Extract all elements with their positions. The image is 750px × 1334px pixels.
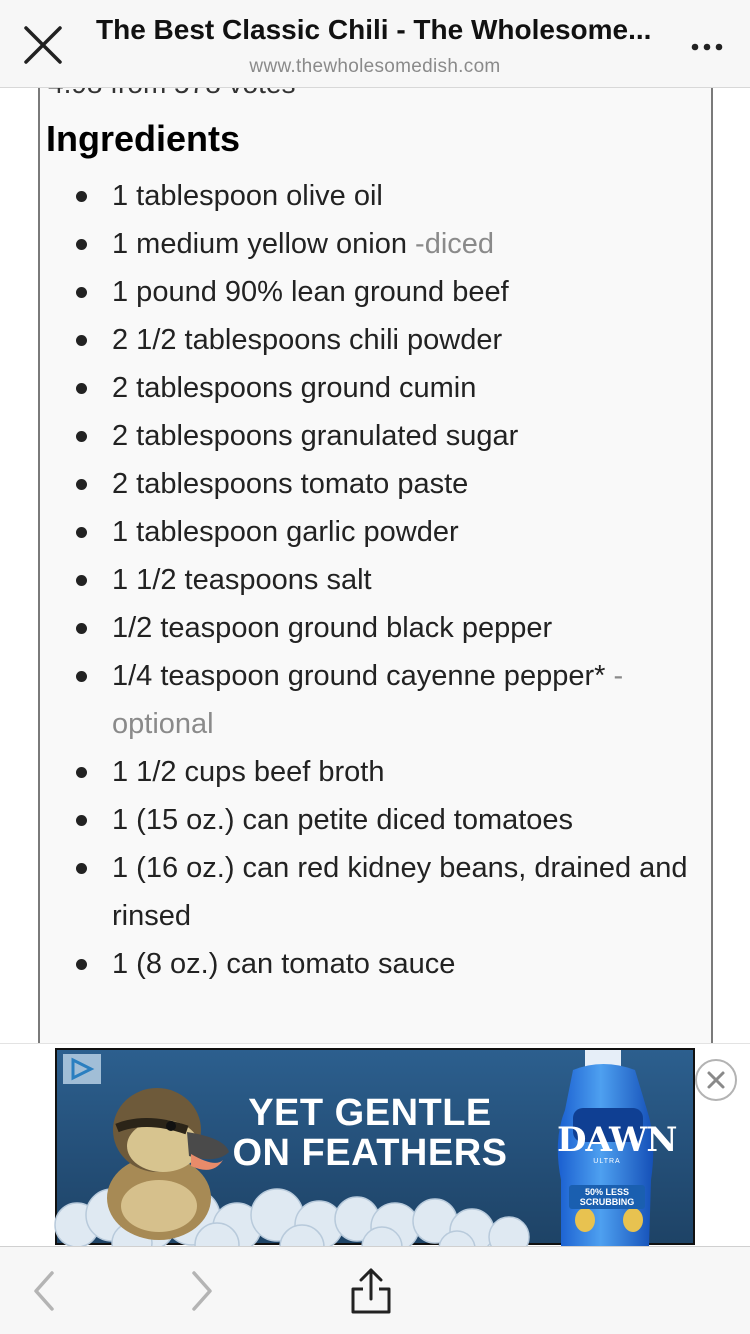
ad-headline-line-2: ON FEATHERS <box>232 1132 508 1174</box>
ad-brand: DAWN <box>557 1120 677 1160</box>
ingredient-text: 2 1/2 tablespoons chili powder <box>112 324 503 356</box>
ad-banner[interactable] <box>55 1048 695 1245</box>
share-icon <box>349 1267 393 1315</box>
ingredient-text: 1 (16 oz.) can red kidney beans, drained and rinsed <box>112 852 688 932</box>
ingredient-text: 1 1/2 teaspoons salt <box>112 564 372 596</box>
bullet-icon <box>76 815 87 826</box>
ingredient-item <box>40 364 715 412</box>
ingredient-text: 1 tablespoon garlic powder <box>112 516 459 548</box>
bullet-icon <box>76 431 87 442</box>
bullet-icon <box>76 767 87 778</box>
ingredients-list <box>40 172 715 988</box>
ingredient-item <box>40 268 715 316</box>
ingredient-item <box>40 604 715 652</box>
ingredient-item <box>40 748 715 796</box>
ingredient-item <box>40 796 715 844</box>
ingredient-item <box>40 412 715 460</box>
ingredients-heading: Ingredients <box>46 118 241 159</box>
bullet-icon <box>76 959 87 970</box>
ad-claim: 50% LESS SCRUBBING <box>569 1185 645 1209</box>
bullet-icon <box>76 479 87 490</box>
bullet-icon <box>76 191 87 202</box>
ingredient-text: 1 1/2 cups beef broth <box>112 756 385 788</box>
bullet-icon <box>76 287 87 298</box>
page-url[interactable]: www.thewholesomedish.com <box>249 56 501 77</box>
bullet-icon <box>76 623 87 634</box>
share-button[interactable] <box>349 1267 393 1315</box>
ingredient-item <box>40 220 715 268</box>
more-dots-icon <box>690 41 724 53</box>
more-button[interactable] <box>690 40 724 52</box>
bullet-icon <box>76 671 87 682</box>
bullet-icon <box>76 863 87 874</box>
bullet-icon <box>76 335 87 346</box>
ad-close-button[interactable] <box>694 1058 738 1102</box>
ad-area <box>0 1043 750 1245</box>
ingredient-text: 1 tablespoon olive oil <box>112 180 383 212</box>
ad-headline-line-1: YET GENTLE <box>248 1092 492 1134</box>
ingredient-text: 2 tablespoons granulated sugar <box>112 420 519 452</box>
bullet-icon <box>76 575 87 586</box>
ingredient-item <box>40 172 715 220</box>
browser-top-bar <box>0 0 750 88</box>
recipe-card <box>38 48 713 1058</box>
ad-brand-sub: ULTRA <box>593 1158 621 1165</box>
ingredient-item <box>40 556 715 604</box>
ingredient-text: 2 tablespoons ground cumin <box>112 372 477 404</box>
ingredient-item <box>40 460 715 508</box>
close-icon <box>694 1058 738 1102</box>
back-button[interactable] <box>22 1267 66 1315</box>
ingredient-note: -diced <box>406 228 495 260</box>
ingredient-text: 1 (15 oz.) can petite diced tomatoes <box>112 804 574 836</box>
browser-toolbar <box>0 1246 750 1334</box>
bullet-icon <box>76 383 87 394</box>
ingredient-item <box>40 316 715 364</box>
ingredient-text: 1/2 teaspoon ground black pepper <box>112 612 553 644</box>
ingredient-text: 1 medium yellow onion <box>112 228 407 260</box>
ingredient-item <box>40 508 715 556</box>
ingredient-item <box>40 940 715 988</box>
ingredient-text: 1/4 teaspoon ground cayenne pepper* <box>112 660 606 692</box>
bullet-icon <box>76 239 87 250</box>
page-content[interactable] <box>0 88 750 1043</box>
forward-button[interactable] <box>180 1267 224 1315</box>
page-title: The Best Classic Chili - The Wholesome... <box>96 14 652 45</box>
ingredient-item <box>40 652 715 748</box>
bullet-icon <box>76 527 87 538</box>
ingredient-text: 1 (8 oz.) can tomato sauce <box>112 948 456 980</box>
chevron-left-icon <box>22 1267 66 1315</box>
ingredient-item <box>40 844 715 940</box>
ingredient-note: - optional <box>112 660 624 740</box>
chevron-right-icon <box>180 1267 224 1315</box>
ingredient-text: 1 pound 90% lean ground beef <box>112 276 509 308</box>
ingredient-text: 2 tablespoons tomato paste <box>112 468 469 500</box>
